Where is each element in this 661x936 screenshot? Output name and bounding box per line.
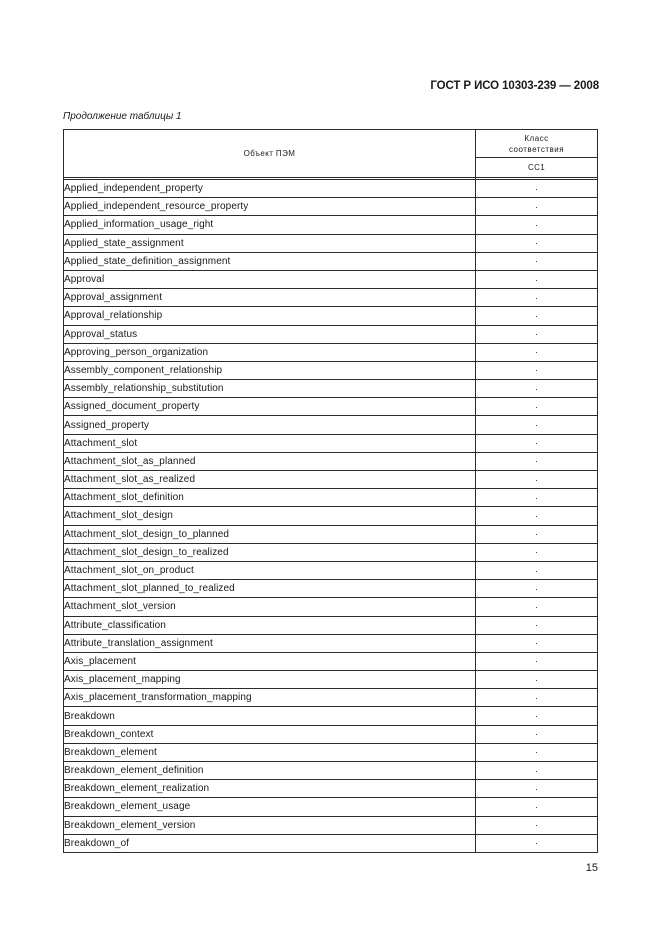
entity-name-cell: Breakdown xyxy=(64,707,476,725)
table-row xyxy=(64,198,598,216)
cc1-mark-cell: · xyxy=(476,434,598,452)
entity-name-cell: Approval_status xyxy=(64,325,476,343)
cc1-mark-cell: · xyxy=(476,816,598,834)
table-row xyxy=(64,743,598,761)
table-row xyxy=(64,816,598,834)
cc1-mark-cell: · xyxy=(476,452,598,470)
table-row xyxy=(64,798,598,816)
entity-name-cell: Attachment_slot_definition xyxy=(64,489,476,507)
table-row xyxy=(64,180,598,198)
cc1-mark-cell: · xyxy=(476,598,598,616)
table-row xyxy=(64,507,598,525)
entity-name-cell: Breakdown_element xyxy=(64,743,476,761)
table-row xyxy=(64,343,598,361)
entity-name-cell: Approval_relationship xyxy=(64,307,476,325)
cc1-mark-cell: · xyxy=(476,398,598,416)
entity-name-cell: Attribute_translation_assignment xyxy=(64,634,476,652)
cc1-mark-cell: · xyxy=(476,780,598,798)
cc1-mark-cell: · xyxy=(476,834,598,852)
entity-name-cell: Breakdown_element_version xyxy=(64,816,476,834)
table-row xyxy=(64,707,598,725)
cc1-mark-cell: · xyxy=(476,216,598,234)
column-header-object: Объект ПЭМ xyxy=(64,130,476,178)
cc1-mark-cell: · xyxy=(476,180,598,198)
table-row xyxy=(64,580,598,598)
entity-name-cell: Breakdown_element_realization xyxy=(64,780,476,798)
cc1-mark-cell: · xyxy=(476,652,598,670)
cc1-mark-cell: · xyxy=(476,707,598,725)
cc1-mark-cell: · xyxy=(476,634,598,652)
entity-name-cell: Assembly_relationship_substitution xyxy=(64,380,476,398)
cc1-mark-cell: · xyxy=(476,689,598,707)
table-row xyxy=(64,361,598,379)
entity-name-cell: Axis_placement_transformation_mapping xyxy=(64,689,476,707)
cc1-mark-cell: · xyxy=(476,743,598,761)
cc1-mark-cell: · xyxy=(476,561,598,579)
cc1-mark-cell: · xyxy=(476,671,598,689)
cc1-mark-cell: · xyxy=(476,725,598,743)
cc1-mark-cell: · xyxy=(476,543,598,561)
table-row xyxy=(64,634,598,652)
cc1-mark-cell: · xyxy=(476,270,598,288)
cc1-mark-cell: · xyxy=(476,471,598,489)
table-row xyxy=(64,434,598,452)
entity-name-cell: Attribute_classification xyxy=(64,616,476,634)
table-row xyxy=(64,380,598,398)
table-row xyxy=(64,671,598,689)
cc1-mark-cell: · xyxy=(476,361,598,379)
table-row xyxy=(64,452,598,470)
entity-name-cell: Assigned_document_property xyxy=(64,398,476,416)
table-row xyxy=(64,598,598,616)
entity-name-cell: Applied_state_assignment xyxy=(64,234,476,252)
table-row xyxy=(64,252,598,270)
cc1-mark-cell: · xyxy=(476,307,598,325)
table-row xyxy=(64,307,598,325)
entity-name-cell: Attachment_slot_as_planned xyxy=(64,452,476,470)
table-row xyxy=(64,561,598,579)
entity-name-cell: Attachment_slot_planned_to_realized xyxy=(64,580,476,598)
entity-name-cell: Applied_information_usage_right xyxy=(64,216,476,234)
table-row xyxy=(64,398,598,416)
table-continuation-caption: Продолжение таблицы 1 xyxy=(63,111,182,122)
table-row xyxy=(64,834,598,852)
cc1-mark-cell: · xyxy=(476,252,598,270)
entity-name-cell: Applied_independent_resource_property xyxy=(64,198,476,216)
entity-name-cell: Breakdown_element_usage xyxy=(64,798,476,816)
column-header-class-line2: соответствия xyxy=(508,144,565,154)
table-row xyxy=(64,543,598,561)
cc1-mark-cell: · xyxy=(476,343,598,361)
entity-name-cell: Breakdown_of xyxy=(64,834,476,852)
entity-name-cell: Applied_independent_property xyxy=(64,180,476,198)
column-header-cc1: CC1 xyxy=(476,158,598,178)
table-row xyxy=(64,471,598,489)
entity-name-cell: Attachment_slot_on_product xyxy=(64,561,476,579)
entity-name-cell: Assigned_property xyxy=(64,416,476,434)
entity-name-cell: Axis_placement_mapping xyxy=(64,671,476,689)
cc1-mark-cell: · xyxy=(476,325,598,343)
table-row xyxy=(64,289,598,307)
entity-name-cell: Attachment_slot_version xyxy=(64,598,476,616)
cc1-mark-cell: · xyxy=(476,762,598,780)
cc1-mark-cell: · xyxy=(476,525,598,543)
table-row xyxy=(64,489,598,507)
entity-name-cell: Attachment_slot_as_realized xyxy=(64,471,476,489)
entity-name-cell: Approving_person_organization xyxy=(64,343,476,361)
page-number: 15 xyxy=(585,862,598,874)
entity-name-cell: Approval_assignment xyxy=(64,289,476,307)
standard-designation: ГОСТ Р ИСО 10303-239 — 2008 xyxy=(430,80,599,92)
cc1-mark-cell: · xyxy=(476,380,598,398)
column-header-class-line1: Класс xyxy=(524,133,549,143)
cc1-mark-cell: · xyxy=(476,198,598,216)
entity-name-cell: Approval xyxy=(64,270,476,288)
column-header-class xyxy=(476,130,598,158)
cc1-mark-cell: · xyxy=(476,798,598,816)
table-header-row xyxy=(64,130,598,158)
entity-name-cell: Attachment_slot_design xyxy=(64,507,476,525)
entity-name-cell: Breakdown_context xyxy=(64,725,476,743)
table-row xyxy=(64,762,598,780)
cc1-mark-cell: · xyxy=(476,234,598,252)
table-row xyxy=(64,416,598,434)
entity-name-cell: Axis_placement xyxy=(64,652,476,670)
entity-name-cell: Attachment_slot_design_to_planned xyxy=(64,525,476,543)
entity-name-cell: Attachment_slot_design_to_realized xyxy=(64,543,476,561)
table-row xyxy=(64,325,598,343)
table-row xyxy=(64,780,598,798)
cc1-mark-cell: · xyxy=(476,616,598,634)
conformance-table xyxy=(63,129,598,853)
table-row xyxy=(64,525,598,543)
cc1-mark-cell: · xyxy=(476,289,598,307)
table-row xyxy=(64,234,598,252)
cc1-mark-cell: · xyxy=(476,507,598,525)
table-row xyxy=(64,725,598,743)
table-row xyxy=(64,616,598,634)
table-row xyxy=(64,689,598,707)
entity-name-cell: Applied_state_definition_assignment xyxy=(64,252,476,270)
entity-name-cell: Assembly_component_relationship xyxy=(64,361,476,379)
table-row xyxy=(64,216,598,234)
cc1-mark-cell: · xyxy=(476,580,598,598)
entity-name-cell: Attachment_slot xyxy=(64,434,476,452)
cc1-mark-cell: · xyxy=(476,416,598,434)
table-row xyxy=(64,270,598,288)
entity-name-cell: Breakdown_element_definition xyxy=(64,762,476,780)
cc1-mark-cell: · xyxy=(476,489,598,507)
table-row xyxy=(64,652,598,670)
